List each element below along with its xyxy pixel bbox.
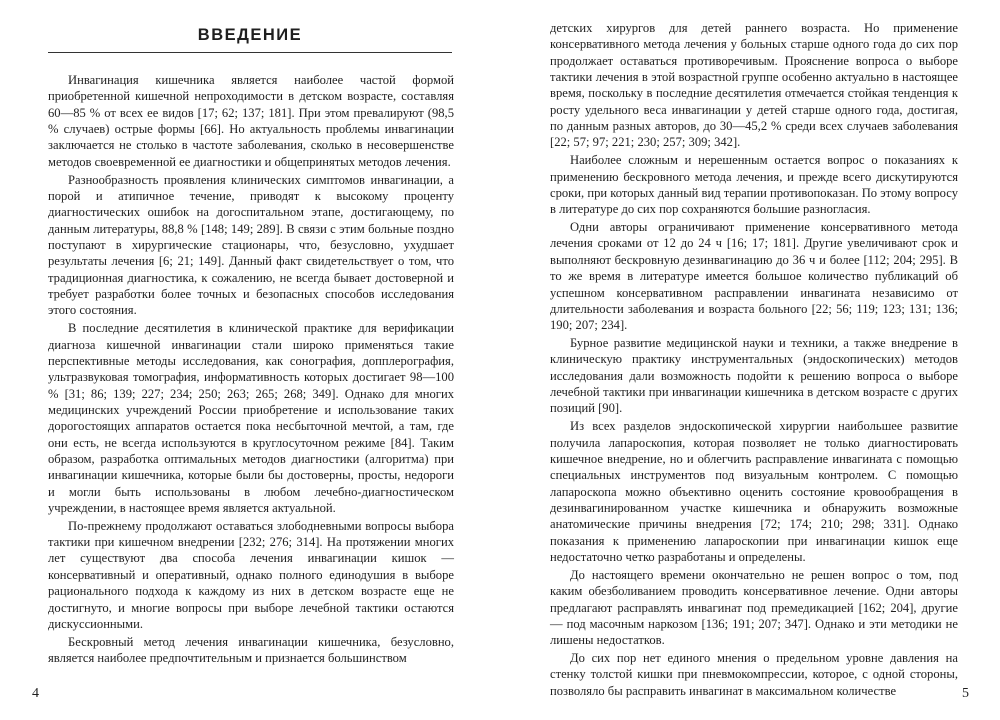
- page-number: 4: [32, 686, 39, 701]
- chapter-heading: ВВЕДЕНИЕ: [197, 26, 303, 44]
- page-number: 5: [962, 686, 969, 701]
- paragraph: детских хирургов для детей раннего возраста. Но применение консервативного метода лечения у больных старше одного года до сих пор продолжает оставаться противоречивым. Прояснение вопроса о выборе тактики лечения в этой возрастной группе особенно актуально в настоящее время, поскольку в последние десятилетия отмечается стойкая тенденция к росту удельного веса инвагинации у детей старше одного года, достигая, по данным разных авторов, до 30—45,2 % среди всех случаев заболевания [22; 57; 97; 221; 230; 257; 309; 342].: [550, 21, 958, 150]
- paragraph: По-прежнему продолжают оставаться злободневными вопросы выбора тактики при кишечном внедрении [232; 276; 314]. На протяжении многих лет существуют два способа лечения инвагинации кишок — консервативный и оперативный, однако полного единодушия в выборе рационального подхода к каждому из них в детском возрасте еще не достигнуто, и многие вопросы при выборе лечебной тактики остаются дискуссионными.: [48, 518, 454, 631]
- paragraph: Инвагинация кишечника является наиболее частой формой приобретенной кишечной непроходимости в детском возрасте, составляя 60—85 % от всех ее видов [17; 62; 137; 181]. При этом превалируют (98,5 % случаев) острые формы [66]. Но актуальность проблемы инвагинации заключается не столько в частоте заболевания, сколько в несовершенстве методов своевременной ее диагностики и общепринятых методов лечения.: [48, 73, 454, 169]
- paragraph: До сих пор нет единого мнения о предельном уровне давления на стенку толстой кишки при пневмокомпрессии, которое, с одной стороны, позволяло бы расправить инвагинат в максимальном количестве: [550, 651, 958, 698]
- paragraph: В последние десятилетия в клинической практике для верификации диагноза кишечной инвагинации стали широко применяться такие перспективные методы исследования, как сонография, допплерография, ультразвуковая томография, информативность которых достигает 98—100 % [31; 86; 139; 227; 234; 250; 263; 265; 268; 349]. Однако для многих медицинских учреждений России приобретение и использование таких дорогостоящих аппаратов остается пока несбыточной мечтой, а там, где они есть, не всегда используются в круглосуточном режиме [84]. Таким образом, разработка оптимальных методов диагностики (алгоритма) при инвагинации кишечника, которые были бы достоверны, просты, недороги и могли быть использованы в любом лечебно-диагностическом учреждении, в настоящее время является актуальной.: [48, 321, 454, 515]
- paragraph: Из всех разделов эндоскопической хирургии наибольшее развитие получила лапароскопия, которая позволяет не только диагностировать кишечное внедрение, но и облегчить расправление инвагината с помощью специальных инструментов под визуальным контролем. С помощью лапароскопа можно объективно оценить состояние кровообращения в дезинвагинированном участке кишечника и обнаружить возможные анатомические причины внедрения [72; 174; 210; 298; 331]. Однако показания к применению лапароскопии при инвагинации кишок еще недостаточно четко разработаны и определены.: [550, 419, 958, 564]
- paragraph: Разнообразность проявления клинических симптомов инвагинации, а порой и атипичное течение, приводят к высокому проценту диагностических ошибок на догоспитальном этапе, достигающему, по данным литературы, 88,8 % [148; 149; 289]. В связи с этим больные поздно поступают в хирургические стационары, что, безусловно, ухудшает результаты лечения [6; 21; 149]. Данный факт свидетельствует о том, что традиционная диагностика, к сожалению, не всегда бывает достоверной и требует разработки более точных и безопасных способов исследования этого состояния.: [48, 172, 454, 318]
- paragraph: Бурное развитие медицинской науки и техники, а также внедрение в клиническую практику инструментальных (эндоскопических) методов исследования дали возможность подойти к решению вопроса о выборе лечебной тактики при инвагинации кишечника в детском возрасте с других позиций [90].: [550, 336, 958, 416]
- paragraph: До настоящего времени окончательно не решен вопрос о том, под каким обезболиванием проводить консервативное лечение. Одни авторы предлагают расправлять инвагинат под премедикацией [162; 204], другие — под масочным наркозом [136; 191; 207; 347]. Однако и эти методики не лишены недостатков.: [550, 567, 958, 648]
- paragraph: Бескровный метод лечения инвагинации кишечника, безусловно, является наиболее предпочтительным и признается большинством: [48, 634, 454, 666]
- heading-rule: [48, 52, 452, 53]
- paragraph: Одни авторы ограничивают применение консервативного метода лечения сроками от 12 до 24 ч [16; 17; 181]. Другие увеличивают срок и выполняют бескровную дезинвагинацию до 36 ч и более [112; 204; 295]. В то же время в литературе имеется большое количество публикаций об успешном консервативном расправлении инвагината независимо от длительности заболевания и возраста больного [22; 56; 119; 123; 131; 136; 190; 207; 234].: [550, 220, 958, 333]
- paragraph: Наиболее сложным и нерешенным остается вопрос о показаниях к применению бескровного метода лечения, и прежде всего дискутируются сроки, при которых данный вид терапии противопоказан. По этому вопросу в литературе до сих пор сохраняются большие разногласия.: [550, 153, 958, 217]
- right-text-column: [550, 20, 958, 701]
- left-text-column: [48, 72, 454, 668]
